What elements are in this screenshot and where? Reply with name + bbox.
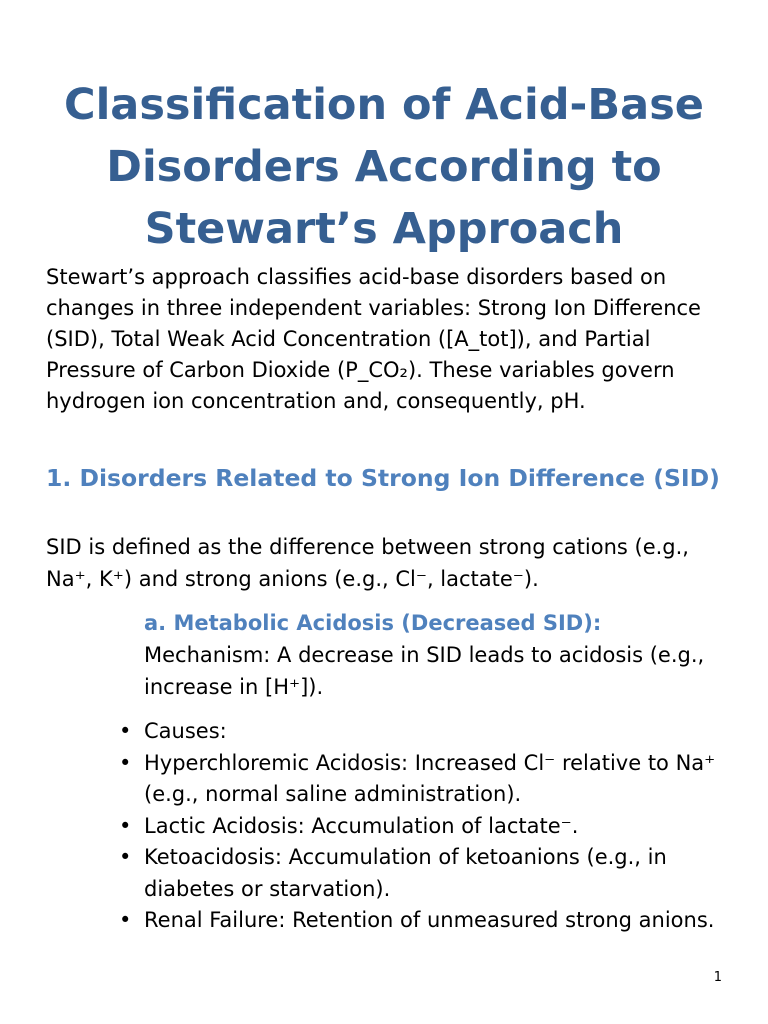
bullet-icon: •: [119, 719, 132, 743]
list-item-text: Hyperchloremic Acidosis: Increased Cl⁻ relative to Na⁺ (e.g., normal saline administration).: [144, 750, 716, 806]
bullet-icon: •: [119, 750, 132, 775]
list-item-text: Ketoacidosis: Accumulation of ketoanions (e.g., in diabetes or starvation).: [144, 845, 667, 901]
page-number: 1: [713, 970, 722, 985]
section-heading-sid: 1. Disorders Related to Strong Ion Difference (SID): [46, 464, 720, 492]
bullet-icon: •: [119, 845, 132, 869]
list-item-text: Lactic Acidosis: Accumulation of lactate⁻.: [144, 813, 579, 838]
bullet-icon: •: [119, 908, 132, 932]
intro-paragraph: Stewart’s approach classifies acid-base disorders based on changes in three independent variables: Strong Ion Difference (SID), Total Weak Acid Concentration ([A_tot]), and Partial Pressure of Carbon Dioxide (P_CO₂). These variables govern hydrogen ion concentration and, consequently, pH.: [46, 265, 701, 413]
list-item: [119, 811, 734, 843]
list-item-text: Causes:: [144, 719, 227, 743]
list-item: [119, 842, 734, 905]
subsection-metabolic-acidosis: [144, 607, 734, 703]
sid-definition: SID is defined as the difference between strong cations (e.g., Na⁺, K⁺) and strong anions (e.g., Cl⁻, lactate⁻).: [46, 535, 689, 591]
list-item: [119, 905, 734, 937]
bullet-icon: •: [119, 813, 132, 838]
causes-list: [119, 716, 734, 937]
mechanism-text: Mechanism: A decrease in SID leads to acidosis (e.g., increase in [H⁺]).: [144, 643, 705, 699]
subsection-heading: a. Metabolic Acidosis (Decreased SID):: [144, 611, 602, 635]
list-item: [119, 716, 734, 748]
document-title: Classification of Acid-Base Disorders According to Stewart’s Approach: [64, 80, 704, 254]
list-item-text: Renal Failure: Retention of unmeasured strong anions.: [144, 908, 715, 932]
list-item: [119, 748, 734, 811]
